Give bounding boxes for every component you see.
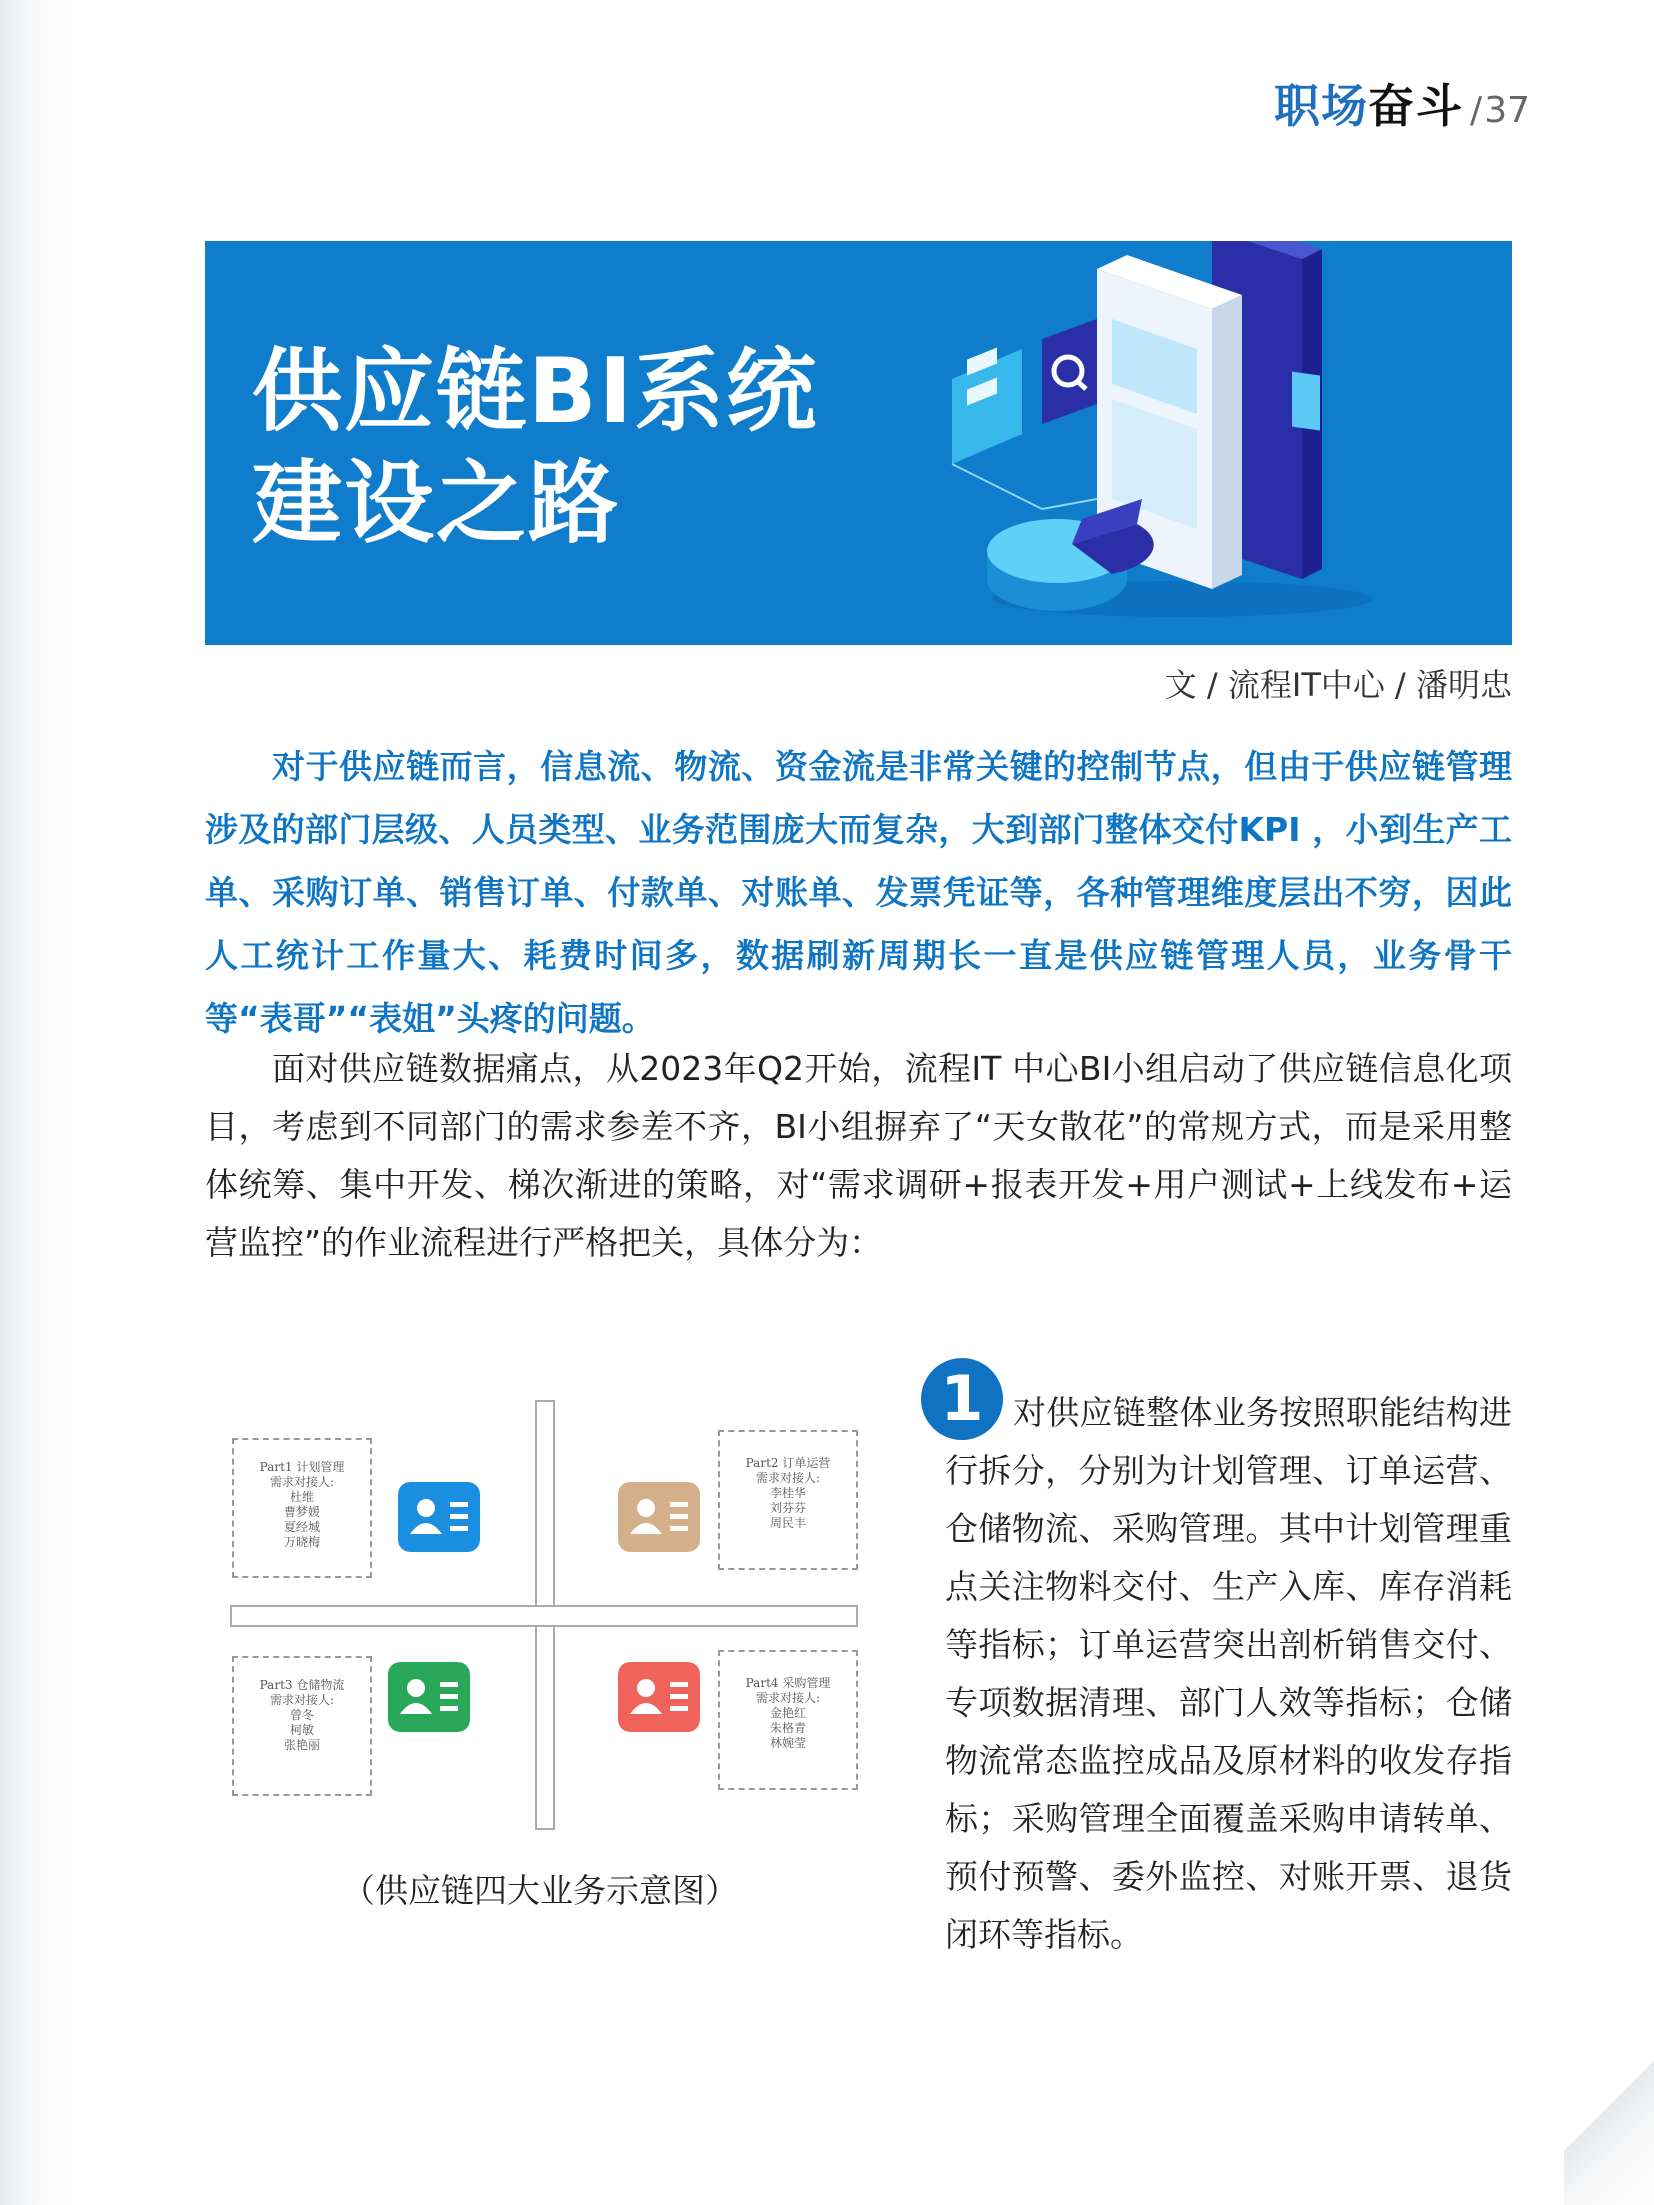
part3-contact-label: 需求对接人:: [269, 1693, 335, 1707]
books-chart-illustration: [882, 241, 1402, 639]
article-title: [252, 336, 818, 560]
title-banner: [205, 241, 1512, 645]
part4-name: 林婉莹: [769, 1736, 806, 1750]
author-byline: 文 / 流程IT中心 / 潘明忠: [1164, 666, 1512, 704]
part3-name: 柯敏: [289, 1723, 314, 1737]
part2-contact-label: 需求对接人:: [755, 1471, 821, 1485]
part4-title: Part4 采购管理: [745, 1676, 831, 1690]
part3-title: Part3 仓储物流: [259, 1678, 345, 1692]
article-title-line-1: 供应链BI系统: [252, 339, 819, 444]
part4-card: [718, 1650, 858, 1790]
diagram-caption: （供应链四大业务示意图）: [342, 1871, 738, 1910]
section-number-badge: 1: [921, 1358, 1003, 1440]
body-paragraph: 面对供应链数据痛点，从2023年Q2开始，流程IT 中心BI小组启动了供应链信息化项目，考虑到不同部门的需求参差不齐，BI小组摒弃了“天女散花”的常规方式，而是采用整体统筹、集中开发、梯次渐进的策略，对“需求调研+报表开发+用户测试+上线发布+运营监控”的作业流程进行严格把关，具体分为：: [205, 1049, 1512, 1262]
part3-card: [232, 1656, 372, 1796]
part2-name: 刘芬芬: [769, 1501, 806, 1515]
page-header: [1274, 70, 1530, 136]
magazine-brand: 职场: [1274, 79, 1369, 133]
page-number: 37: [1484, 90, 1530, 131]
part1-name: 万晓梅: [283, 1535, 320, 1549]
part2-card: [718, 1430, 858, 1570]
part1-card: [232, 1438, 372, 1578]
part2-name: 周民丰: [769, 1516, 806, 1530]
part3-name: 张艳丽: [283, 1738, 320, 1752]
lead-paragraph: 对于供应链而言，信息流、物流、资金流是非常关键的控制节点，但由于供应链管理涉及的部门层级、人员类型、业务范围庞大而复杂，大到部门整体交付KPI ，小到生产工单、采购订单、销售订单、付款单、对账单、发票凭证等，各种管理维度层出不穷，因此人工统计工作量大、耗费时间多，数据刷新周期长一直是供应链管理人员，业务骨干等“表哥”“表姐”头疼的问题。: [205, 747, 1512, 1038]
part1-title: Part1 计划管理: [259, 1460, 345, 1474]
part2-name: 李桂华: [769, 1486, 806, 1500]
magazine-brand-script: 奋斗: [1368, 79, 1465, 133]
article-title-line-2: 建设之路: [252, 451, 620, 556]
contact-card-icon: [388, 1662, 470, 1732]
contact-card-icon: [618, 1482, 700, 1552]
part3-name: 曾冬: [289, 1708, 314, 1722]
part1-name: 夏经城: [283, 1520, 320, 1534]
page-curl: [1564, 2005, 1654, 2205]
section-1-text: 对供应链整体业务按照职能结构进行拆分，分别为计划管理、订单运营、仓储物流、采购管理。其中计划管理重点关注物料交付、生产入库、库存消耗等指标；订单运营突出剖析销售交付、专项数据清理、部门人效等指标；仓储物流常态监控成品及原材料的收发存指标；采购管理全面覆盖采购申请转单、预付预警、委外监控、对账开票、退货闭环等指标。: [945, 1393, 1512, 1954]
contact-card-icon: [398, 1482, 480, 1552]
part1-name: 杜维: [289, 1490, 314, 1504]
part4-contact-label: 需求对接人:: [755, 1691, 821, 1705]
contact-card-icon: [618, 1662, 700, 1732]
part4-name: 朱格青: [769, 1721, 806, 1735]
header-separator: /: [1470, 90, 1483, 131]
part1-name: 曹梦媛: [283, 1505, 320, 1519]
supply-chain-diagram: [230, 1400, 860, 1835]
part4-name: 金艳红: [769, 1706, 806, 1720]
part1-contact-label: 需求对接人:: [269, 1475, 335, 1489]
part2-title: Part2 订单运营: [745, 1456, 831, 1470]
